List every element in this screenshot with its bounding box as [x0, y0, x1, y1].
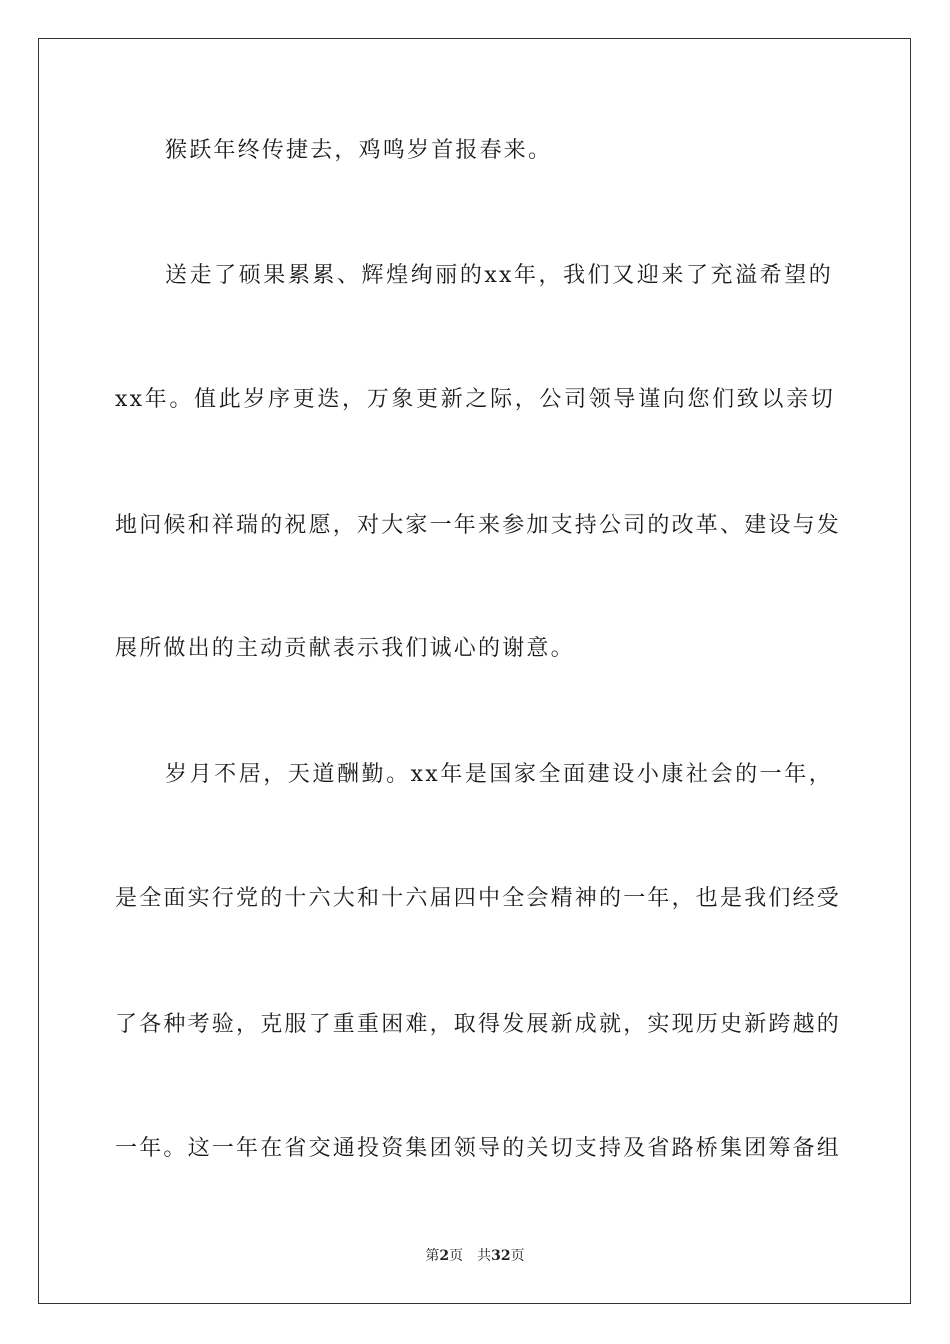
page-border [38, 38, 911, 1304]
page-footer [0, 1246, 950, 1266]
paragraph-line-3: xx年。值此岁序更迭，万象更新之际，公司领导谨向您们致以亲切 [115, 387, 835, 412]
paragraph-line-7: 是全面实行党的十六大和十六届四中全会精神的一年，也是我们经受 [115, 886, 842, 911]
paragraph-line-9: 一年。这一年在省交通投资集团领导的关切支持及省路桥集团筹备组 [115, 1136, 842, 1161]
paragraph-line-4: 地问候和祥瑞的祝愿，对大家一年来参加支持公司的改革、建设与发 [115, 513, 842, 538]
page-suffix: 页 [449, 1248, 464, 1264]
total-suffix: 页 [510, 1248, 525, 1264]
total-pages: 32 [491, 1248, 511, 1264]
total-prefix: 共 [477, 1248, 492, 1264]
paragraph-line-5: 展所做出的主动贡献表示我们诚心的谢意。 [115, 636, 575, 661]
page-prefix: 第 [425, 1248, 440, 1264]
paragraph-line-2: 送走了硕果累累、辉煌绚丽的xx年，我们又迎来了充溢希望的 [165, 263, 833, 288]
paragraph-line-1: 猴跃年终传捷去，鸡鸣岁首报春来。 [165, 138, 553, 163]
paragraph-line-6: 岁月不居，天道酬勤。xx年是国家全面建设小康社会的一年， [165, 762, 833, 787]
paragraph-line-8: 了各种考验，克服了重重困难，取得发展新成就，实现历史新跨越的 [115, 1012, 842, 1037]
page-number: 2 [439, 1248, 450, 1264]
